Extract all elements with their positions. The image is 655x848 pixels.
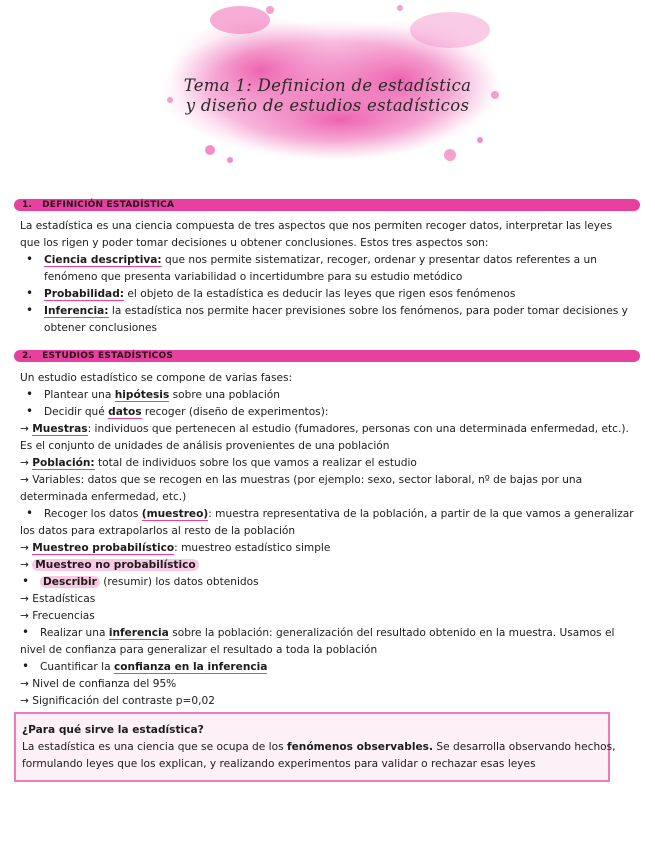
term-confianza: confianza en la inferencia	[113, 661, 268, 673]
s2-line-18	[40, 660, 267, 674]
s2-line-08: determinada enfermedad, etc.)	[20, 491, 187, 503]
section-1-number: 1.	[22, 200, 33, 210]
bullet-descriptiva	[44, 253, 597, 267]
s2-line-19	[20, 677, 176, 691]
section-1-header	[14, 199, 640, 211]
bullet-inferencia	[44, 304, 628, 318]
page-title-line-2: y diseño de estudios estadísticos	[185, 96, 470, 115]
s2-line-14	[20, 592, 95, 606]
section-2-number: 2.	[22, 351, 33, 361]
s2-line-10: los datos para extrapolarlos al resto de la población	[20, 525, 296, 537]
s2-l19: Nivel de confianza del 95%	[28, 678, 177, 690]
s2-line-03	[44, 405, 328, 419]
s2-l09-c: : muestra representativa de la población, a partir de la que vamos a generalizar	[208, 508, 634, 520]
text-descriptiva: que nos permite sistematizar, recoger, ordenar y presentar datos referentes a un	[161, 254, 597, 266]
s2-line-01: Un estudio estadístico se compone de varias fases:	[20, 372, 293, 384]
term-muestras: Muestras	[32, 423, 88, 435]
s2-line-20	[20, 694, 215, 708]
s2-l03-a: Decidir qué	[44, 406, 109, 418]
info-box-t1-c: Se desarrolla observando hechos,	[433, 741, 616, 753]
arrow-icon: →	[20, 542, 29, 554]
arrow-icon: →	[20, 474, 29, 486]
s2-line-02	[44, 388, 280, 402]
bullet-probabilidad	[44, 287, 515, 301]
s2-line-05: Es el conjunto de unidades de análisis provenientes de una población	[20, 440, 390, 452]
s2-l18-a: Cuantificar la	[40, 661, 114, 673]
term-fenomenos-observables: fenómenos observables.	[286, 741, 433, 753]
s2-l06-c: total de individuos sobre los que vamos a realizar el estudio	[94, 457, 417, 469]
s2-line-13	[40, 575, 259, 589]
term-muestreo-no-probabilistico: Muestreo no probabilístico	[32, 559, 198, 571]
s2-line-07	[20, 473, 582, 487]
term-descriptiva: Ciencia descriptiva:	[44, 254, 162, 266]
arrow-icon: →	[20, 695, 29, 707]
s2-line-06	[20, 456, 417, 470]
term-muestreo-probabilistico: Muestreo probabilístico	[32, 542, 175, 554]
arrow-icon: →	[20, 610, 29, 622]
term-inferencia-2: inferencia	[108, 627, 169, 639]
term-datos: datos	[108, 406, 142, 418]
s2-l02-a: Plantear una	[44, 389, 115, 401]
s2-line-12	[20, 558, 199, 572]
term-describir: Describir	[40, 576, 100, 588]
section-1-intro-2: que los rigen y poder tomar decisiones u obtener conclusiones. Estos tres aspectos son:	[20, 237, 489, 249]
arrow-icon: →	[20, 457, 29, 469]
s2-line-17: nivel de confianza para generalizar el resultado a toda la población	[20, 644, 378, 656]
s2-line-04	[20, 422, 629, 436]
s2-l20: Significación del contraste p=0,02	[28, 695, 215, 707]
s2-l11-c: : muestreo estadístico simple	[174, 542, 331, 554]
term-muestreo: (muestreo)	[141, 508, 209, 520]
info-box-line-1	[22, 740, 616, 754]
section-2-heading: ESTUDIOS ESTADÍSTICOS	[42, 351, 174, 361]
s2-l04-c: : individuos que pertenecen al estudio (fumadores, personas con una determinada enfermedad, etc.).	[87, 423, 629, 435]
text-probabilidad: el objeto de la estadística es deducir las leyes que rigen esos fenómenos	[124, 288, 516, 300]
section-1-heading: DEFINICIÓN ESTADÍSTICA	[42, 200, 175, 210]
s2-line-15	[20, 609, 95, 623]
s2-line-16	[40, 626, 614, 640]
arrow-icon: →	[20, 559, 29, 571]
s2-l16-a: Realizar una	[40, 627, 109, 639]
info-box-title: ¿Para qué sirve la estadística?	[22, 724, 204, 736]
s2-l16-c: sobre la población: generalización del resultado obtenido en la muestra. Usamos el	[168, 627, 615, 639]
arrow-icon: →	[20, 678, 29, 690]
s2-line-11	[20, 541, 330, 555]
s2-l03-c: recoger (diseño de experimentos):	[141, 406, 329, 418]
arrow-icon: →	[20, 423, 29, 435]
bullet-inferencia-cont: obtener conclusiones	[44, 322, 158, 334]
s2-l13-c: (resumir) los datos obtenidos	[99, 576, 259, 588]
section-1-intro-1: La estadística es una ciencia compuesta de tres aspectos que nos permiten recoger datos, interpretar las leyes	[20, 220, 613, 232]
page-title-line-1: Tema 1: Definicion de estadística	[183, 76, 472, 95]
term-inferencia: Inferencia:	[44, 305, 109, 317]
term-probabilidad: Probabilidad:	[44, 288, 125, 300]
bullet-descriptiva-cont: fenómeno que presenta variabilidad o incertidumbre para su estudio metódico	[44, 271, 463, 283]
s2-l15: Frecuencias	[28, 610, 95, 622]
info-box-t1-a: La estadística es una ciencia que se ocupa de los	[22, 741, 287, 753]
s2-l02-c: sobre una población	[169, 389, 280, 401]
s2-line-09	[44, 507, 634, 521]
s2-l07: Variables: datos que se recogen en las muestras (por ejemplo: sexo, sector laboral, nº de bajas por una	[28, 474, 583, 486]
s2-l14: Estadísticas	[28, 593, 96, 605]
s2-l09-a: Recoger los datos	[44, 508, 142, 520]
info-box-line-2: formulando leyes que los explican, y realizando experimentos para validar o rechazar esas leyes	[22, 758, 536, 770]
section-2-header	[14, 350, 640, 362]
term-poblacion: Población:	[32, 457, 95, 469]
text-inferencia: la estadística nos permite hacer previsiones sobre los fenómenos, para poder tomar decisiones y	[108, 305, 628, 317]
term-hipotesis: hipótesis	[114, 389, 170, 401]
arrow-icon: →	[20, 593, 29, 605]
